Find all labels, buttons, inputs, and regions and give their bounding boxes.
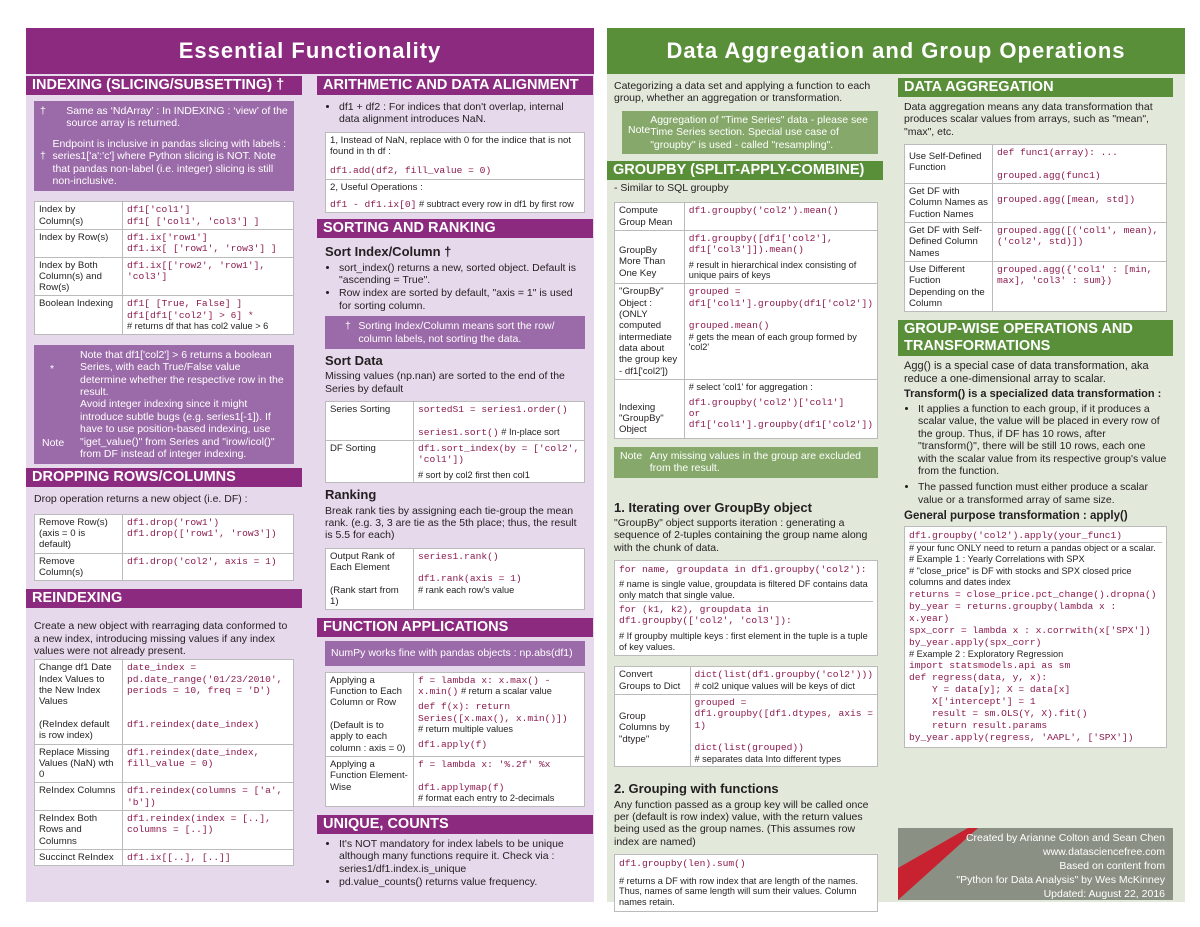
row-key: Index by Column(s) xyxy=(35,202,123,230)
sort-data-heading: Sort Data xyxy=(325,352,383,368)
row-code: df1.groupby('col2').mean() xyxy=(684,203,877,231)
note-text: Same as ‘NdArray’ : In INDEXING : ‘view’ of the source array is returned. xyxy=(66,105,288,130)
code-line: by_year = returns.groupby(lambda x : x.year) xyxy=(909,600,1123,624)
table-row xyxy=(615,284,878,380)
row-code: grouped = df1['col1'].groupby(df1['col2']) grouped.mean() xyxy=(688,286,873,332)
row-code: series1.rank() df1.rank(axis = 1) xyxy=(418,550,522,585)
row-key: Convert Groups to Dict xyxy=(615,667,691,695)
credits-box xyxy=(898,828,1173,900)
convert-table xyxy=(614,666,878,767)
unique-title: UNIQUE, COUNTS xyxy=(317,815,593,834)
row-comment: # gets the mean of each group formed by 'col2' xyxy=(688,331,857,353)
row-code: grouped.agg([mean, std]) xyxy=(993,184,1167,223)
iter-comment: # name is single value, groupdata is filtered DF contains data only match that single value. xyxy=(619,579,868,601)
groupby-note-2 xyxy=(614,447,878,478)
groupby-similar: - Similar to SQL groupby xyxy=(614,182,729,194)
reindexing-table xyxy=(34,659,294,866)
code-comment: # Example 1 : Yearly Correlations with SPX xyxy=(909,554,1085,565)
aggregation-intro: Data aggregation means any data transformation that produces scalar values from arrays, such as "mean", "max", etc. xyxy=(904,101,1153,138)
table-row xyxy=(35,257,294,296)
table-row xyxy=(615,203,878,231)
table-row xyxy=(35,850,294,866)
ranking-intro: Break rank ties by assigning each tie-group the mean rank. (e.g. 3, 3 are tie as the 5th place; thus, the result is 5.5 for each) xyxy=(325,504,577,542)
code-line: def regress(data, y, x): xyxy=(909,672,1048,684)
column-3-body xyxy=(607,180,885,912)
grouping-functions-intro: Any function passed as a group key will be called once per (default is row index) value, with the return values being used as the group names. (This assumes row index are named) xyxy=(614,798,869,848)
row-comment: # In-place sort xyxy=(501,426,560,437)
row-key: DF Sorting xyxy=(326,440,414,482)
code-line: returns = close_price.pct_change().dropna() xyxy=(909,588,1157,600)
table-row xyxy=(905,261,1167,311)
arith-title: ARITHMETIC AND DATA ALIGNMENT xyxy=(317,76,593,95)
note-text: Any missing values in the group are excluded from the result. xyxy=(649,449,862,475)
note-marks xyxy=(40,349,80,460)
unique-bullet: • It's NOT mandatory for index labels to be unique although many functions require it. Check via : series1/df1.index.is_unique xyxy=(339,838,585,875)
indexing-table xyxy=(34,201,294,335)
row-code: df1.reindex(date_index, fill_value = 0) xyxy=(123,744,294,783)
row-key: Use Different Fuction Depending on the Column xyxy=(905,261,993,311)
transform-bullet: • It applies a function to each group, if it produces a scalar value, the value will be placed in every row of the group. Thus, if DF has 10 rows, after "transform()", there will be still 10 rows, each one with the scalar value from its respective group's value from the function. xyxy=(918,403,1167,477)
table-row xyxy=(35,811,294,850)
row-code: df1.drop('row1') df1.drop(['row1', 'row3']) xyxy=(123,514,294,553)
dropping-intro: Drop operation returns a new object (i.e. DF) : xyxy=(34,493,248,506)
row-key: Replace Missing Values (NaN) wth 0 xyxy=(35,744,123,783)
indexing-note-1 xyxy=(34,101,294,134)
row-comment: # result in hierarchical index consisting of unique pairs of keys xyxy=(688,259,857,281)
row-code: df1.reindex(index = [..], columns = [..]) xyxy=(123,811,294,850)
sort-bullet: • sort_index() returns a new, sorted object. Default is "ascending = True". xyxy=(339,262,585,287)
row-key: Change df1 Date Index Values to the New Index Values (ReIndex default is row index) xyxy=(35,660,123,744)
gf-box xyxy=(614,854,878,912)
row-code: df1.ix[['row2', 'row1'], 'col3'] xyxy=(123,257,294,296)
table-row xyxy=(35,553,294,581)
reindexing-title: REINDEXING xyxy=(26,589,302,608)
row-key: Group Columns by "dtype" xyxy=(615,694,691,766)
row-comment: # select 'col1' for aggregation : xyxy=(688,381,813,392)
row-comment: # return multiple values xyxy=(418,724,513,735)
row-key: Compute Group Mean xyxy=(615,203,685,231)
row-key: "GroupBy" Object : (ONLY computed intermediate data about the group key - df1['col2']) xyxy=(615,284,685,380)
row-key: Index by Both Column(s) and Row(s) xyxy=(35,257,123,296)
row-key: Index by Row(s) xyxy=(35,229,123,257)
row-code: df1.apply(f) xyxy=(418,738,488,750)
code-line: X['intercept'] = 1 xyxy=(909,696,1036,708)
row-comment: # format each entry to 2-decimals xyxy=(418,792,555,803)
funcapp-note: NumPy works fine with pandas objects : np.abs(df1) xyxy=(325,641,585,665)
ranking-heading: Ranking xyxy=(325,487,377,503)
row-key: Get DF with Column Names as Fuction Names xyxy=(905,184,993,223)
row-key: Boolean Indexing xyxy=(35,296,123,334)
row-key: Get DF with Self-Defined Column Names xyxy=(905,223,993,262)
column-1 xyxy=(26,76,302,870)
dagger-mark: † xyxy=(345,320,351,333)
code-line: import statsmodels.api as sm xyxy=(909,660,1071,672)
sorting-title: SORTING AND RANKING xyxy=(317,219,593,238)
groupby-title: GROUPBY (SPLIT-APPLY-COMBINE) xyxy=(607,161,883,180)
row-label: 2, Useful Operations : xyxy=(330,181,423,193)
row-code: sortedS1 = series1.order() series1.sort() xyxy=(418,403,568,438)
code-line: spx_corr = lambda x : x.corrwith(x['SPX']) xyxy=(909,624,1151,636)
sort-table xyxy=(325,401,585,483)
code-line: df1.groupby('col2').apply(your_func1) xyxy=(909,529,1123,541)
apply-heading: General purpose transformation : apply() xyxy=(904,510,1128,523)
row-comment: # rank each row's value xyxy=(418,584,515,595)
table-row xyxy=(35,514,294,553)
dagger-mark: † xyxy=(40,105,46,117)
row-code: df1.groupby([df1['col2'], df1['col3']]).mean() xyxy=(688,233,833,256)
right-header: Data Aggregation and Group Operations xyxy=(607,28,1185,74)
row-comment: # separates data Into different types xyxy=(694,753,841,764)
iter-heading: 1. Iterating over GroupBy object xyxy=(614,499,812,515)
table-row xyxy=(35,660,294,744)
table-row xyxy=(35,229,294,257)
iter-intro: "GroupBy" object supports iteration : generating a sequence of 2-tuples containing the group name along with the chunk of data. xyxy=(614,516,868,554)
aggregation-table xyxy=(904,144,1167,312)
code-line: by_year.apply(spx_corr) xyxy=(909,636,1042,648)
row-code: f = lambda x: x.max() - x.min() xyxy=(418,674,551,698)
row-code: dict(list(df1.groupby('col2'))) xyxy=(694,669,873,681)
credit-line: Updated: August 22, 2016 xyxy=(1043,888,1165,900)
code-line: return result.params xyxy=(909,719,1048,731)
iter-comment: # If groupby multiple keys : first element in the tuple is a tuple of key values. xyxy=(619,630,868,652)
gf-comment: # returns a DF with row index that are length of the names. Thus, names of same length will sum their values. Column names retain. xyxy=(619,875,858,908)
row-comment: # return a scalar value xyxy=(460,686,552,697)
table-row xyxy=(326,132,585,179)
unique-bullet: • pd.value_counts() returns value frequency. xyxy=(339,876,585,888)
row-key: Remove Column(s) xyxy=(35,553,123,581)
row-key: GroupBy More Than One Key xyxy=(615,231,685,284)
iter-box xyxy=(614,560,878,656)
funcapp-table xyxy=(325,672,585,807)
column-3 xyxy=(607,78,885,154)
row-code: df1.ix['row1'] df1.ix[ ['row1', 'row3'] ] xyxy=(123,229,294,257)
credit-line: www.datasciencefree.com xyxy=(1043,846,1165,858)
transform-bullet: • The passed function must either produce a scalar value or a transformed array of same size. xyxy=(918,481,1167,506)
row-code: df1[ [True, False] ] df1[df1['col2'] > 6] * xyxy=(127,298,254,321)
indexing-note-3 xyxy=(34,345,294,464)
row-code: grouped = df1.groupby([df1.dtypes, axis = 1) dict(list(grouped)) xyxy=(694,696,873,754)
groupwise-title: GROUP-WISE OPERATIONS AND TRANSFORMATIONS xyxy=(898,320,1173,356)
dropping-title: DROPPING ROWS/COLUMNS xyxy=(26,468,302,487)
funcapp-title: FUNCTION APPLICATIONS xyxy=(317,618,593,637)
row-comment: # col2 unique values will be keys of dict xyxy=(694,680,855,691)
note-text: Endpoint is inclusive in pandas slicing with labels : series1['a':'c'] where Python slicing is NOT. Note that pandas non-label (i.e. integer) slicing is still non-inclusive. xyxy=(52,137,287,187)
groupby-note xyxy=(622,111,878,154)
table-row xyxy=(326,440,585,482)
row-code: df1.groupby('col2')['col1'] or df1['col1'].groupby(df1['col2']) xyxy=(688,396,873,431)
apply-code-box xyxy=(904,526,1167,748)
note-label: Note xyxy=(620,449,643,462)
transform-text: Transform() is a specialized data transformation : xyxy=(904,388,1162,401)
row-code: f = lambda x: '%.2f' %x df1.applymap(f) xyxy=(418,758,551,793)
table-row xyxy=(35,783,294,811)
row-code: grouped.agg([('col1', mean), ('col2', std)]) xyxy=(993,223,1167,262)
credit-line: Based on content from xyxy=(1059,860,1165,872)
agg-text: Agg() is a special case of data transformation, aka reduce a one-dimensional array to scalar. xyxy=(904,360,1149,386)
asterisk-mark: * xyxy=(50,362,55,375)
row-code: df1.reindex(columns = ['a', 'b']) xyxy=(123,783,294,811)
row-code: grouped.agg({'col1' : [min, max], 'col3' : sum}) xyxy=(993,261,1167,311)
row-code: def func1(array): ... grouped.agg(func1) xyxy=(993,145,1167,184)
table-row xyxy=(35,296,294,334)
credit-line: Created by Arianne Colton and Sean Chen xyxy=(965,832,1165,844)
note-text: Aggregation of "Time Series" data - please see Time Series section. Special use case of "groupby" is used - called "resampling". xyxy=(650,113,868,151)
note-text: Note that df1['col2'] > 6 returns a boolean Series, with each True/False value determine whether the respective row in the result. xyxy=(80,348,284,399)
arith-table xyxy=(325,132,585,214)
gf-code: df1.groupby(len).sum() xyxy=(619,858,746,870)
aggregation-title: DATA AGGREGATION xyxy=(898,78,1173,97)
indexing-title: INDEXING (SLICING/SUBSETTING) † xyxy=(26,76,302,95)
groupby-table xyxy=(614,202,878,438)
row-code: df1.add(df2, fill_value = 0) xyxy=(330,165,492,177)
note-text: Avoid integer indexing since it might introduce subtle bugs (e.g. series1[-1]). If have to use position-based indexing, use "iget_value()" from Series and "irow/icol()" from DF instead of integer indexing. xyxy=(80,398,275,460)
row-code: df1.sort_index(by = ['col2', 'col1']) xyxy=(418,442,580,466)
row-code: df1.drop('col2', axis = 1) xyxy=(123,553,294,581)
column-4 xyxy=(898,78,1173,750)
row-key: ReIndex Columns xyxy=(35,783,123,811)
table-row xyxy=(35,202,294,230)
code-line: by_year.apply(regress, 'AAPL', ['SPX']) xyxy=(909,731,1134,743)
table-row xyxy=(615,667,878,695)
row-key: Use Self-Defined Function xyxy=(905,145,993,184)
table-row xyxy=(905,223,1167,262)
table-row xyxy=(326,756,585,806)
row-key: Succinct ReIndex xyxy=(35,850,123,866)
row-code: def f(x): return Series([x.max(), x.min()]) xyxy=(418,701,568,724)
code-line: Y = data[y]; X = data[x] xyxy=(909,684,1071,696)
code-comment: # your func ONLY need to return a pandas object or a scalar. xyxy=(909,542,1162,555)
note-label: Note xyxy=(628,123,651,136)
table-row xyxy=(615,231,878,284)
dagger-mark: † xyxy=(40,149,46,162)
reindexing-intro: Create a new object with rearraging data conformed to a new index, introducing missing values if any index values were not already present. xyxy=(34,620,288,657)
row-comment: # returns df that has col2 value > 6 xyxy=(127,321,269,332)
row-comment: # subtract every row in df1 by first row xyxy=(419,199,574,209)
sort-data-intro: Missing values (np.nan) are sorted to the end of the Series by default xyxy=(325,370,565,395)
code-comment: # "close_price" is DF with stocks and SPX closed price columns and dates index xyxy=(909,565,1135,588)
table-row xyxy=(905,145,1167,184)
code-line: result = sm.OLS(Y, X).fit() xyxy=(909,708,1088,719)
indexing-note-2 xyxy=(34,134,294,192)
row-key: Applying a Function Element-Wise xyxy=(326,756,414,806)
iter-code: for (k1, k2), groupdata in df1.groupby(['col2', 'col3']): xyxy=(619,601,873,627)
row-key: Indexing "GroupBy" Object xyxy=(615,379,685,438)
row-code: df1.ix[[..], [..]] xyxy=(123,850,294,866)
row-label: 1, Instead of NaN, replace with 0 for the indice that is not found in th df : xyxy=(330,134,572,158)
table-row xyxy=(35,744,294,783)
column-2 xyxy=(317,76,593,892)
table-row xyxy=(326,179,585,213)
row-key: Applying a Function to Each Column or Row (Default is to apply to each column : axis = 0) xyxy=(326,672,414,756)
code-comment: # Example 2 : Exploratory Regression xyxy=(909,648,1064,659)
sort-note xyxy=(325,316,585,349)
table-row xyxy=(326,401,585,440)
row-key: Series Sorting xyxy=(326,401,414,440)
table-row xyxy=(905,184,1167,223)
table-row xyxy=(615,379,878,438)
sort-bullet: • Row index are sorted by default, "axis = 1" is used for sorting column. xyxy=(339,287,585,312)
table-row xyxy=(615,694,878,766)
row-code: df1['col1'] df1[ ['col1', 'col3'] ] xyxy=(123,202,294,230)
row-comment: # sort by col2 first then col1 xyxy=(418,469,530,480)
left-header: Essential Functionality xyxy=(26,28,594,74)
groupby-intro: Categorizing a data set and applying a function to each group, whether an aggregation or transformation. xyxy=(614,80,871,105)
iter-code: for name, groupdata in df1.groupby('col2'): xyxy=(619,563,867,575)
credit-line: "Python for Data Analysis" by Wes McKinney xyxy=(956,874,1165,886)
arith-bullet: df1 + df2 : For indices that don't overlap, internal data alignment introduces NaN. xyxy=(339,101,564,126)
sort-index-heading: Sort Index/Column † xyxy=(325,244,452,260)
row-code: date_index = pd.date_range('01/23/2010', periods = 10, freq = 'D') df1.reindex(date_index) xyxy=(123,660,294,744)
note-label: Note xyxy=(42,436,65,449)
row-key: ReIndex Both Rows and Columns xyxy=(35,811,123,850)
row-key: Remove Row(s) (axis = 0 is default) xyxy=(35,514,123,553)
row-key: Output Rank of Each Element (Rank start from 1) xyxy=(326,548,414,610)
table-row xyxy=(326,548,585,610)
note-text: Sorting Index/Column means sort the row/ column labels, not sorting the data. xyxy=(358,320,555,345)
rank-table xyxy=(325,548,585,611)
table-row xyxy=(326,672,585,756)
grouping-functions-heading: 2. Grouping with functions xyxy=(614,781,779,797)
dropping-table xyxy=(34,514,294,582)
row-code: df1 - df1.ix[0] xyxy=(330,199,417,210)
